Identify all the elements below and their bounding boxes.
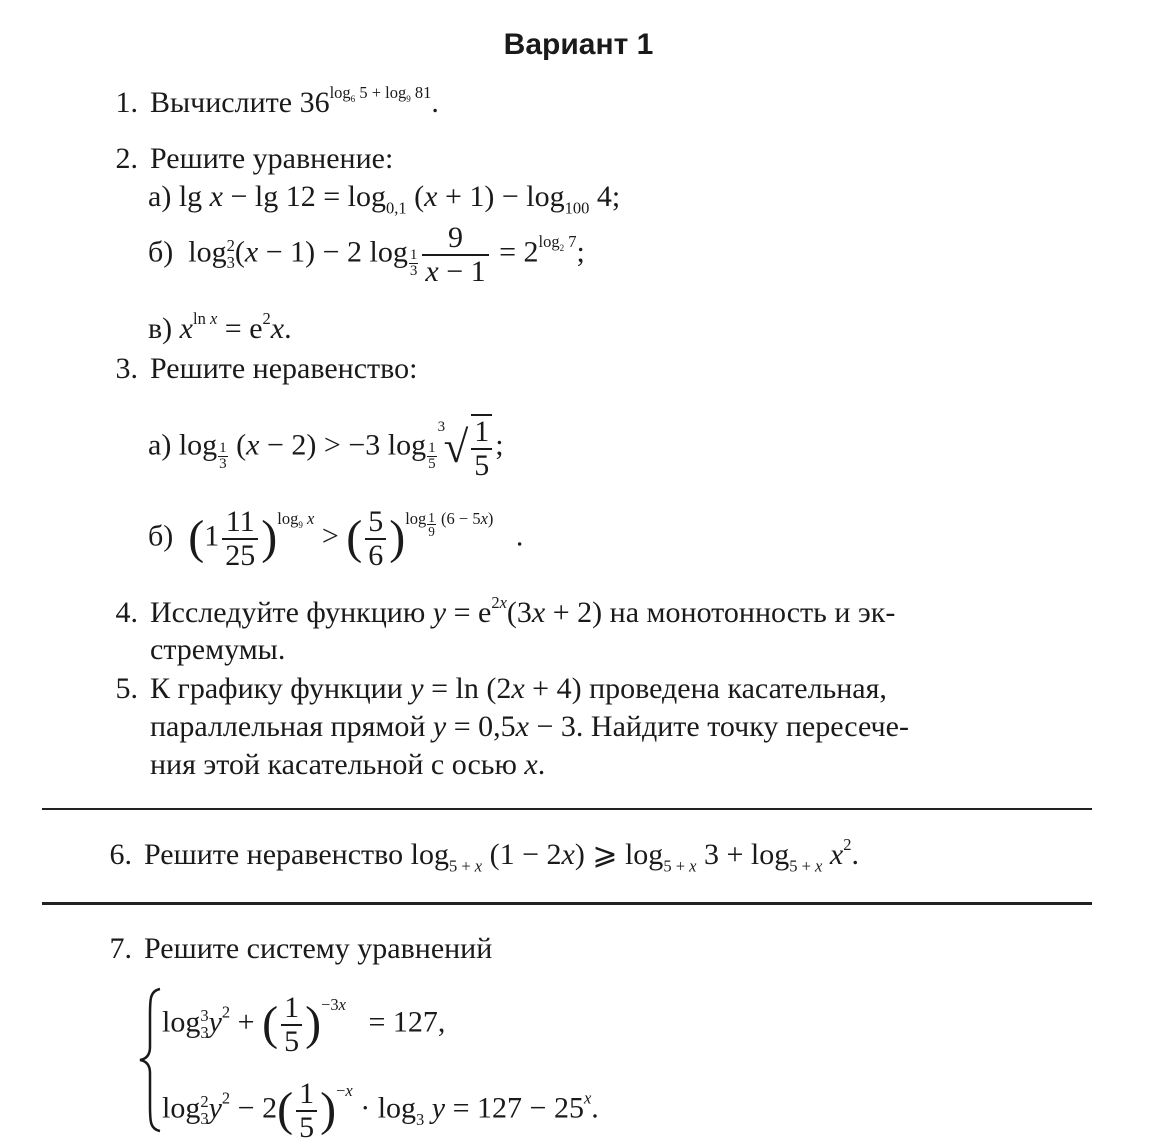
problem-5-line-2: параллельная прямой y = 0,5x − 3. Найдите точку пересече- [150, 710, 909, 743]
problem-1-exponent: log6 5 + log9 81 [329, 82, 432, 105]
problem-number: 3. [115, 352, 138, 385]
system-brace [138, 985, 164, 1135]
problem-2c: в) $x^{ln x} = e^2x$. [148, 308, 292, 345]
problem-2b: б) log 2 3 (x − 1) − 2 log $\frac{1}{3}$ $\frac{9}{x - 1}$ = $2^{log_2 7}$; [148, 221, 585, 288]
problem-5-line-3: ния этой касательной с осью x. [150, 748, 546, 781]
problem-number: 1. [115, 86, 138, 119]
divider-line [42, 808, 1092, 810]
problem-4-line-2: стремумы. [150, 633, 286, 666]
problem-1-text: Вычислите 36 [150, 86, 330, 119]
problem-2-heading: 2. Решите уравнение: [104, 142, 393, 175]
problem-number: 7. [109, 932, 132, 965]
problem-number: 2. [115, 142, 138, 175]
problem-1: 1. Вычислите $36^{log_6 5 + log_9 81}$. [104, 86, 439, 119]
problem-number: 4. [115, 596, 138, 629]
problem-7-equation-1: log 3 3 $y^2$ + ( $\frac{1}{5}$ )$^{-3x}$ = 127, [162, 991, 446, 1058]
page-title: Вариант 1 [503, 28, 654, 61]
problem-3-heading: 3. Решите неравенство: [104, 352, 417, 385]
problem-4: 4. Исследуйте функцию $y = e^{2x}(3x + 2)$ на монотонность и эк- [104, 596, 895, 629]
problem-2a: а) $\lg x - \lg 12 = \log_{0,1} (x + 1) - \log_{100} 4$; [148, 180, 621, 218]
fraction: $\frac{9}{x - 1}$ [422, 222, 488, 287]
problem-number: 5. [115, 672, 138, 705]
problem-7-heading: 7. Решите систему уравнений [98, 932, 492, 965]
problem-5: 5. К графику функции y = ln (2x + 4) проведена касательная, [104, 672, 887, 705]
problem-6: 6. Решите неравенство $\log_{5 + x} (1 - 2x)$ ⩾ $\log_{5 + x} 3 + \log_{5 + x} x^2$. [98, 838, 859, 871]
problem-number: 6. [109, 838, 132, 871]
problem-7-equation-2: log 2 3 $y^2 - 2$( $\frac{1}{5}$ )$^{-x} \cdot \log_3 y = 127 - 25^x$. [162, 1077, 599, 1144]
problem-3b: б) (1 $\frac{11}{25}$ )$^{log_9 x}$ > ( $\frac{5}{6}$ )$^{log \frac{1}{9} (6 - 5x)}$ . [148, 505, 524, 572]
divider-line [42, 902, 1092, 905]
problem-3a: а) log $\frac{1}{3}$ (x − 2) > −3 log $\frac{1}{5}$ 3 √ $\frac{1}{5}$ ; [148, 415, 504, 482]
cube-root: 3 √ [437, 418, 469, 472]
